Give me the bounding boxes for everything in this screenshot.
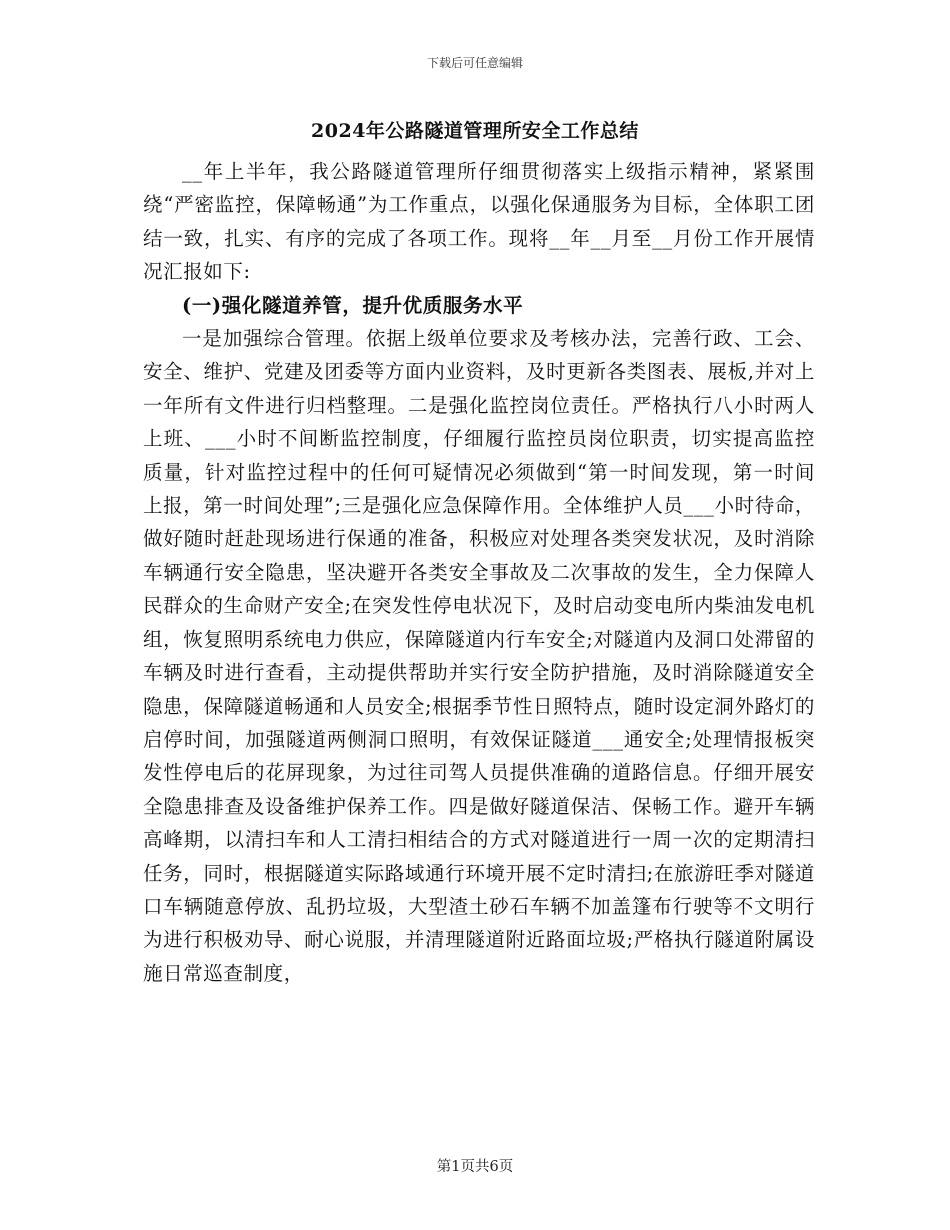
page-footer: 第1页共6页: [436, 1159, 514, 1175]
header-note: 下载后可任意编辑: [426, 56, 523, 70]
intro-paragraph: __年上半年，我公路隧道管理所仔细贯彻落实上级指示精神，紧紧围绕“严密监控，保障畅通”为工作重点，以强化保通服务为目标，全体职工团结一致，扎实、有序的完成了各项工作。现将__年__月至__月份工作开展情况汇报如下:: [143, 160, 815, 284]
document-title: 2024年公路隧道管理所安全工作总结: [311, 120, 639, 142]
section-heading: (一)强化隧道养管，提升优质服务水平: [182, 293, 524, 317]
document-body: [143, 155, 815, 990]
body-paragraph: 一是加强综合管理。依据上级单位要求及考核办法，完善行政、工会、安全、维护、党建及团委等方面内业资料，及时更新各类图表、展板,并对上一年所有文件进行归档整理。二是强化监控岗位责任。严格执行八小时两人上班、___小时不间断监控制度，仔细履行监控员岗位职责，切实提高监控质量，针对监控过程中的任何可疑情况必须做到“第一时间发现，第一时间上报，第一时间处理”;三是强化应急保障作用。全体维护人员___小时待命，做好随时赶赴现场进行保通的准备，积极应对处理各类突发状况，及时消除车辆通行安全隐患，坚决避开各类安全事故及二次事故的发生，全力保障人民群众的生命财产安全;在突发性停电状况下，及时启动变电所内柴油发电机组，恢复照明系统电力供应，保障隧道内行车安全;对隧道内及洞口处滞留的车辆及时进行查看，主动提供帮助并实行安全防护措施，及时消除隧道安全隐患，保障隧道畅通和人员安全;根据季节性日照特点，随时设定洞外路灯的启停时间，加强隧道两侧洞口照明，有效保证隧道___通安全;处理情报板突发性停电后的花屏现象，为过往司驾人员提供准确的道路信息。仔细开展安全隐患排查及设备维护保养工作。四是做好隧道保洁、保畅工作。避开车辆高峰期，以清扫车和人工清扫相结合的方式对隧道进行一周一次的定期清扫任务，同时，根据隧道实际路域通行环境开展不定时清扫;在旅游旺季对隧道口车辆随意停放、乱扔垃圾，大型渣土砂石车辆不加盖篷布行驶等不文明行为进行积极劝导、耐心说服，并清理隧道附近路面垃圾;严格执行隧道附属设施日常巡查制度，: [143, 327, 815, 985]
